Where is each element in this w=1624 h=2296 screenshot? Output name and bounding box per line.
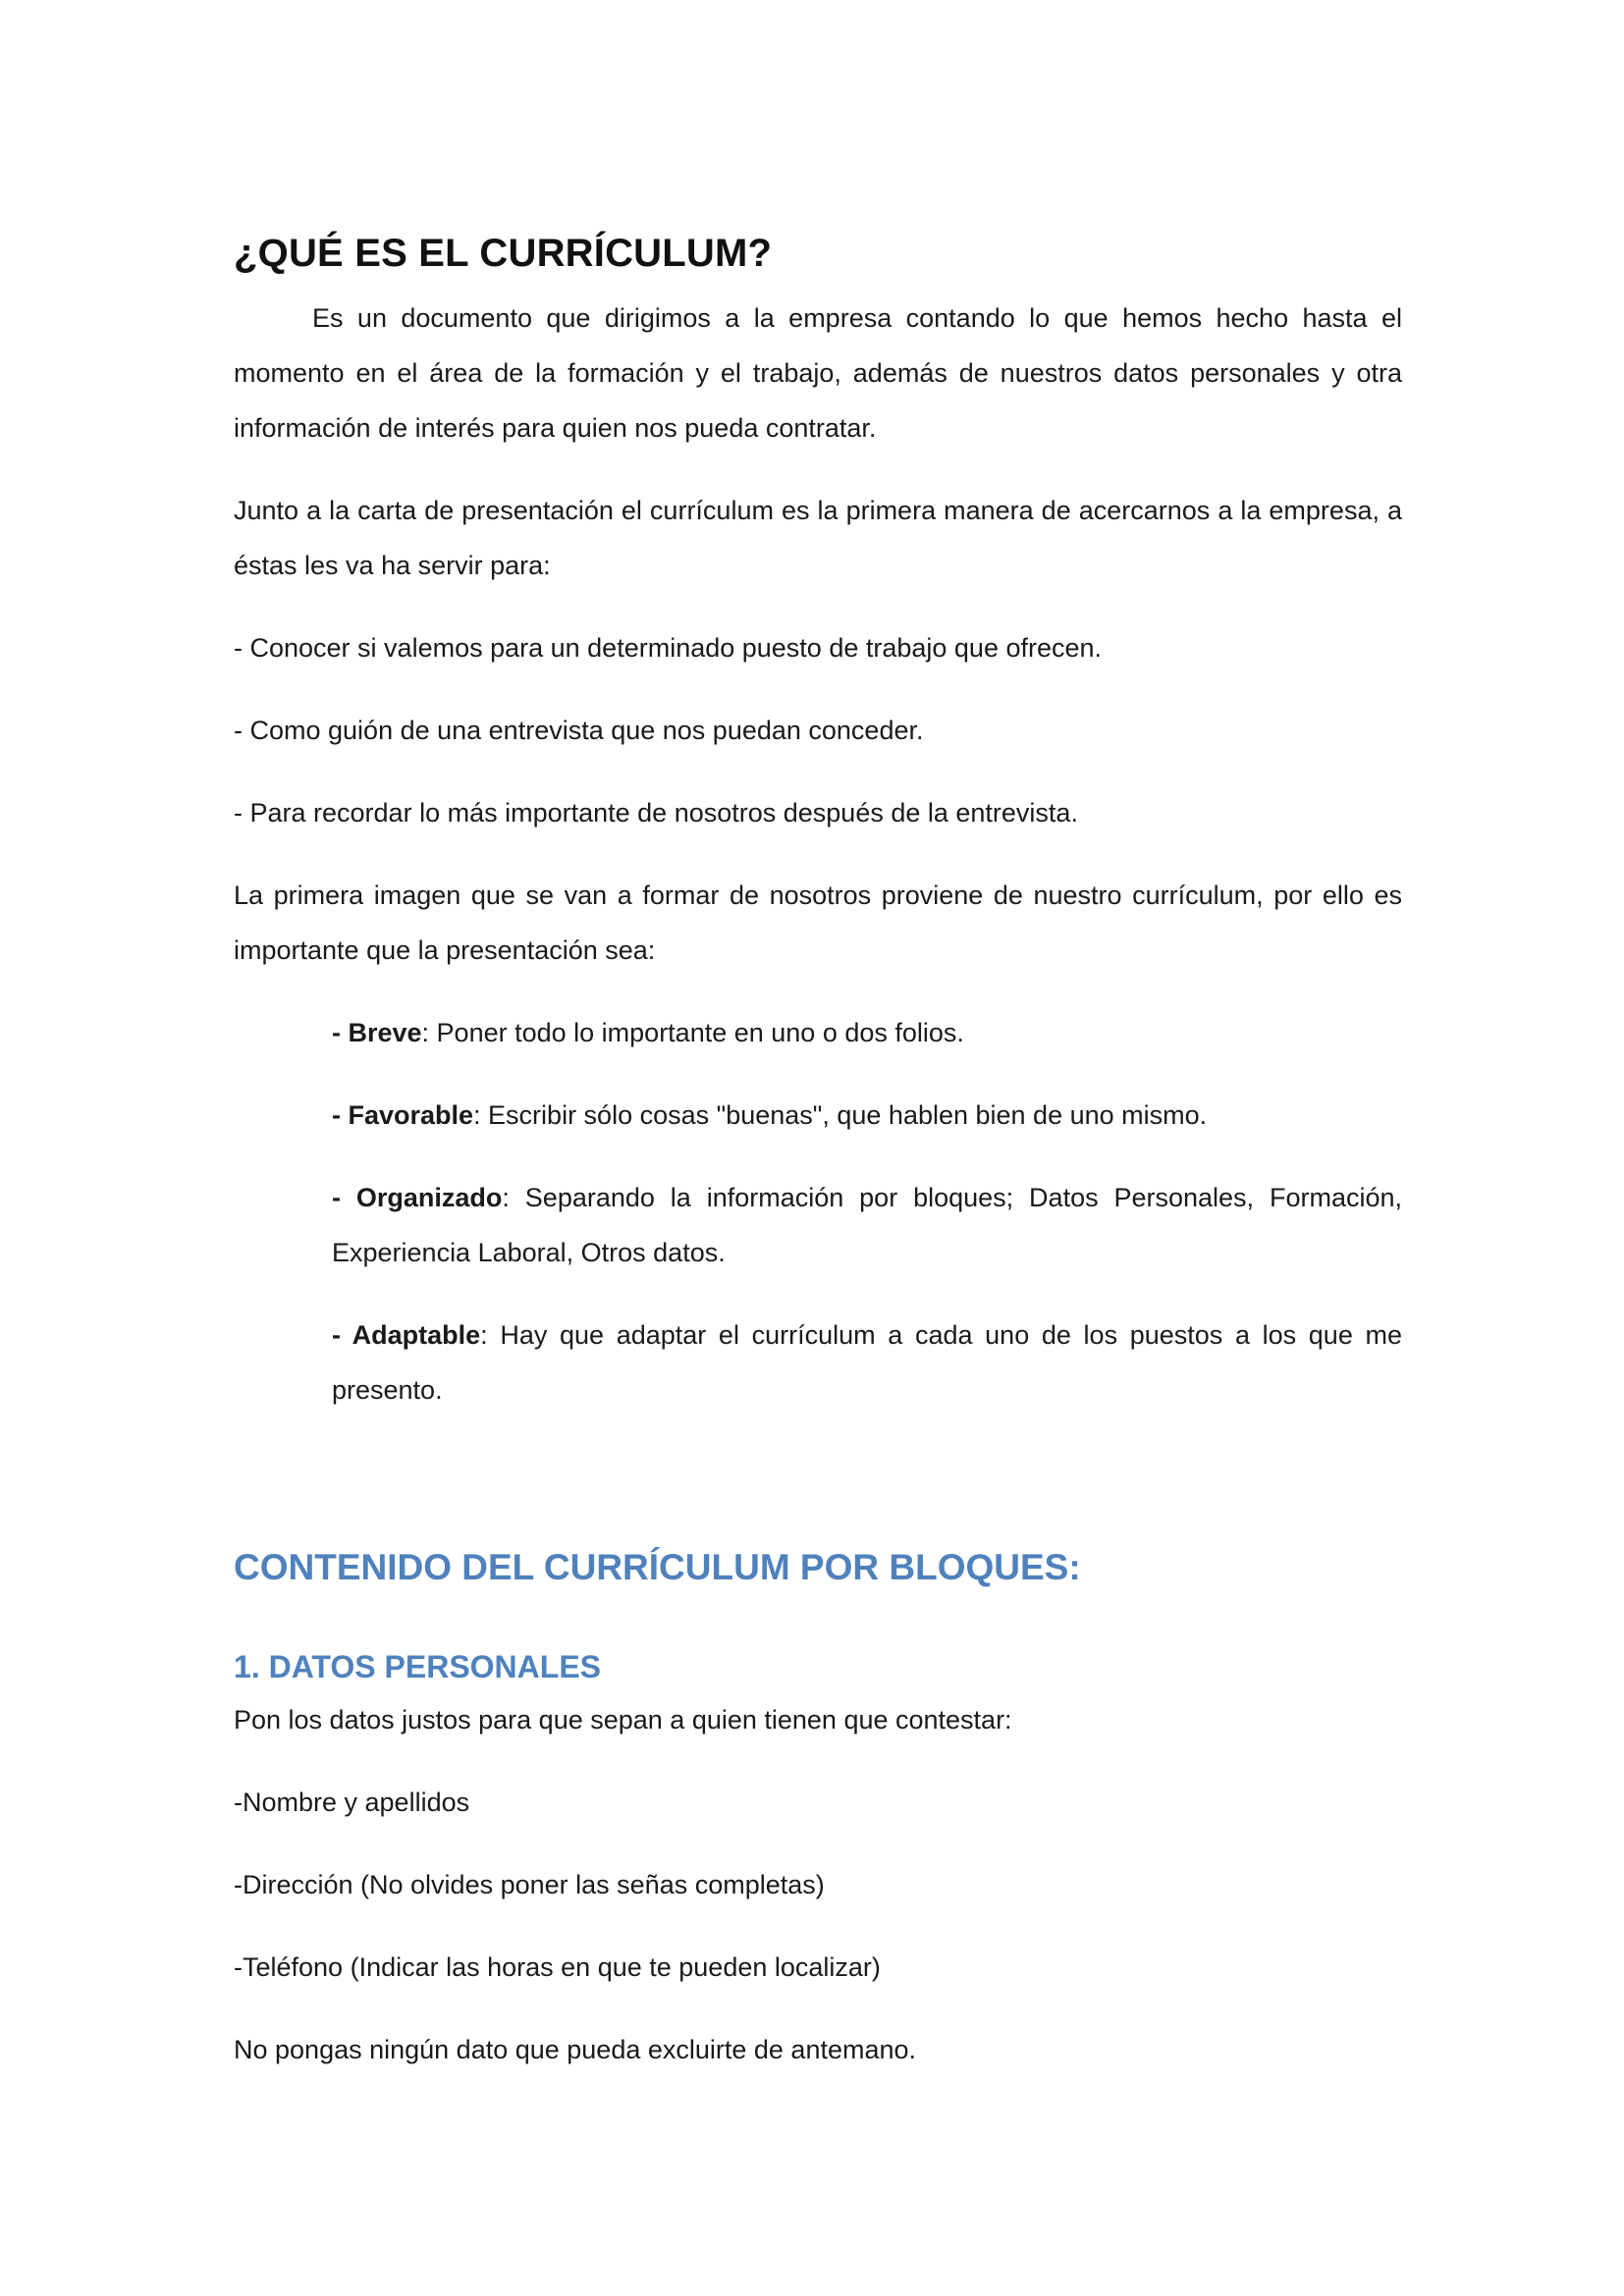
quality-text: : Poner todo lo importante en uno o dos folios.	[421, 1018, 964, 1047]
quality-term: - Organizado	[332, 1183, 503, 1212]
datos-item-nombre: -Nombre y apellidos	[234, 1788, 470, 1817]
quality-text: : Separando la información por bloques; Datos Personales, Formación, Experiencia Laboral, Otros datos.	[332, 1183, 1402, 1267]
section-title-que-es: ¿QUÉ ES EL CURRÍCULUM?	[234, 232, 773, 275]
datos-intro-paragraph: Pon los datos justos para que sepan a quien tienen que contestar:	[234, 1705, 1012, 1735]
quality-item-breve	[234, 1005, 1402, 1060]
quality-item-organizado	[234, 1170, 1402, 1280]
datos-item-direccion: -Dirección (No olvides poner las señas completas)	[234, 1870, 825, 1899]
section-title-contenido: CONTENIDO DEL CURRÍCULUM POR BLOQUES:	[234, 1547, 1081, 1587]
datos-closing-paragraph: No pongas ningún dato que pueda excluirte de antemano.	[234, 2035, 917, 2064]
use-item-recordar: - Para recordar lo más importante de nosotros después de la entrevista.	[234, 798, 1078, 828]
quality-item-adaptable	[234, 1308, 1402, 1417]
quality-text: : Hay que adaptar el currículum a cada uno de los puestos a los que me presento.	[332, 1320, 1402, 1405]
page-content	[234, 218, 1402, 2064]
presentation-paragraph: Junto a la carta de presentación el currículum es la primera manera de acercarnos a la empresa, a éstas les va ha servir para:	[234, 496, 1402, 580]
quality-item-favorable	[234, 1088, 1402, 1143]
intro-paragraph: Es un documento que dirigimos a la empresa contando lo que hemos hecho hasta el momento en el área de la formación y el trabajo, además de nuestros datos personales y otra información de interés para quien nos pueda contratar.	[234, 303, 1402, 443]
subsection-title-datos-personales: 1. DATOS PERSONALES	[234, 1649, 601, 1684]
quality-text: : Escribir sólo cosas "buenas", que hablen bien de uno mismo.	[473, 1100, 1208, 1130]
quality-term: - Favorable	[332, 1100, 474, 1130]
quality-term: - Breve	[332, 1018, 422, 1047]
first-impression-paragraph: La primera imagen que se van a formar de nosotros proviene de nuestro currículum, por ello es importante que la presentación sea:	[234, 881, 1402, 965]
datos-item-telefono: -Teléfono (Indicar las horas en que te pueden localizar)	[234, 1952, 881, 1982]
use-item-guion: - Como guión de una entrevista que nos puedan conceder.	[234, 716, 924, 745]
use-item-conocer: - Conocer si valemos para un determinado puesto de trabajo que ofrecen.	[234, 633, 1103, 663]
quality-term: - Adaptable	[332, 1320, 481, 1350]
